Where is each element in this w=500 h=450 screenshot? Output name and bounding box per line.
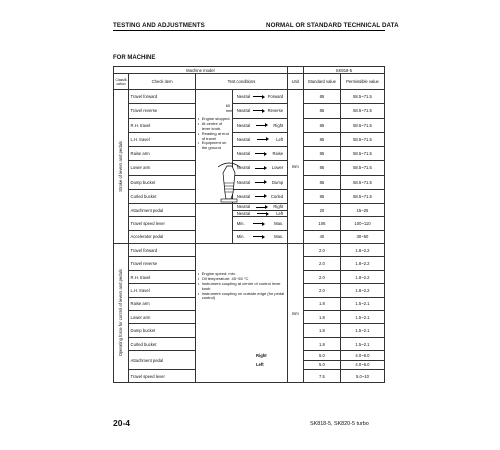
condition-item: • Oil temperature: 45~55 °C bbox=[198, 277, 286, 282]
operation-from: Neutral bbox=[236, 193, 251, 199]
standard-value: 40 bbox=[303, 230, 340, 243]
operation-range bbox=[235, 221, 285, 226]
operation bbox=[233, 189, 287, 203]
permissible-value: 58.5~71.5 bbox=[340, 147, 384, 161]
col-test-conditions: Test conditions bbox=[196, 74, 288, 90]
arrow-right-icon bbox=[255, 152, 267, 156]
operation-from: Min. bbox=[236, 234, 245, 240]
standard-value: 85 bbox=[303, 189, 340, 203]
operation-to: Max. bbox=[274, 234, 284, 240]
standard-value: 5.0 bbox=[303, 351, 340, 360]
standard-value: 1.8 bbox=[303, 297, 340, 310]
permissible-value: 58.5~71.5 bbox=[340, 104, 384, 118]
standard-value: 85 bbox=[303, 147, 340, 161]
arrow-right-icon bbox=[255, 166, 267, 170]
stroke-row bbox=[114, 161, 385, 175]
stroke-row bbox=[114, 118, 385, 132]
permissible-value: 4.0~6.0 bbox=[340, 360, 384, 369]
standard-value: 7.5 bbox=[303, 370, 340, 383]
operation-from: Neutral bbox=[236, 179, 251, 185]
force-row bbox=[114, 244, 385, 257]
operation-range bbox=[235, 123, 285, 128]
condition-item: • Equipment on the ground bbox=[198, 141, 231, 151]
standard-value: 1.8 bbox=[303, 337, 340, 350]
operation-to: Right bbox=[273, 204, 284, 210]
check-item: Lower arm bbox=[129, 311, 196, 324]
operation bbox=[233, 161, 287, 175]
permissible-value: 58.5~71.5 bbox=[340, 132, 384, 146]
spec-table bbox=[113, 66, 385, 383]
page-number: 20-4 bbox=[113, 418, 131, 428]
check-item: Attachment pedal bbox=[129, 204, 196, 217]
permissible-value: 1.5~2.1 bbox=[340, 324, 384, 337]
header-row-model bbox=[114, 67, 385, 74]
category-force bbox=[114, 244, 129, 383]
operation bbox=[233, 104, 287, 118]
arrow-right-icon bbox=[257, 137, 269, 141]
check-item: Lower arm bbox=[129, 161, 196, 175]
permissible-value: 1.8~2.2 bbox=[340, 270, 384, 283]
condition-item: • Engine stopped. bbox=[198, 117, 231, 122]
check-item: Accelerator pedal bbox=[129, 230, 196, 243]
operation-from: Min. bbox=[236, 221, 245, 226]
operation-to: Right bbox=[273, 122, 284, 128]
standard-value: 2.0 bbox=[303, 257, 340, 270]
permissible-value: 1.5~2.1 bbox=[340, 337, 384, 350]
header-row-columns bbox=[114, 74, 385, 90]
arrow-right-icon bbox=[255, 180, 267, 184]
check-item: Raise arm bbox=[129, 297, 196, 310]
condition-item: • Engine speed: min. bbox=[198, 272, 286, 277]
header-section-title: TESTING AND ADJUSTMENTS bbox=[113, 22, 205, 29]
check-item: L.H. travel bbox=[129, 132, 196, 146]
permissible-value: 4.0~6.0 bbox=[340, 351, 384, 360]
operation-from: Neutral bbox=[236, 108, 251, 114]
stroke-row bbox=[114, 189, 385, 203]
standard-value: 1.8 bbox=[303, 324, 340, 337]
standard-value: 85 bbox=[303, 104, 340, 118]
operation-from: Neutral bbox=[236, 94, 251, 100]
permissible-value: 1.8~2.2 bbox=[340, 257, 384, 270]
conditions-list bbox=[198, 117, 231, 151]
permissible-value: 1.8~2.2 bbox=[340, 244, 384, 257]
col-permissible-value: Permissible value bbox=[340, 74, 384, 90]
diagram-dimension-label: 60 mm bbox=[225, 103, 233, 114]
stroke-row bbox=[114, 104, 385, 118]
condition-item: • Reading at end of travel bbox=[198, 132, 231, 142]
col-classification: Classifi- cation bbox=[114, 74, 129, 90]
permissible-value: 30~50 bbox=[340, 230, 384, 243]
arrow-right-icon bbox=[257, 212, 269, 216]
check-item: Travel speed lever bbox=[129, 370, 196, 383]
permissible-value: 58.5~71.5 bbox=[340, 90, 384, 104]
standard-value: 20 bbox=[303, 204, 340, 217]
arrow-right-icon bbox=[256, 123, 268, 127]
check-item: L.H. travel bbox=[129, 284, 196, 297]
operation-to: Curled bbox=[270, 193, 284, 199]
pedal-side-label: Right bbox=[256, 352, 267, 358]
check-item: Travel reverse bbox=[129, 104, 196, 118]
permissible-value: 5.0~10 bbox=[340, 370, 384, 383]
col-check-item: Check item bbox=[129, 74, 196, 90]
operation bbox=[233, 118, 287, 132]
operation bbox=[233, 230, 287, 243]
check-item: Curled bucket bbox=[129, 337, 196, 350]
operation-to: Lower bbox=[271, 165, 284, 171]
operation-to: Max. bbox=[274, 221, 284, 226]
operation bbox=[233, 204, 287, 211]
check-item: Travel forward bbox=[129, 90, 196, 104]
check-item: Attachment pedal bbox=[129, 351, 196, 370]
operation-from: Neutral bbox=[236, 204, 251, 210]
operation-range bbox=[235, 94, 285, 99]
operation bbox=[233, 175, 287, 189]
stroke-row bbox=[114, 175, 385, 189]
category-force-label: Operating force for control of levers and pedals bbox=[117, 269, 123, 357]
operation-to: Raise bbox=[272, 151, 284, 157]
arrow-right-icon bbox=[256, 205, 268, 209]
blank-condition bbox=[196, 204, 233, 244]
standard-value: 2.0 bbox=[303, 244, 340, 257]
col-standard-value: Standard value bbox=[303, 74, 340, 90]
operation-range bbox=[235, 194, 285, 199]
unit-cell: mm bbox=[287, 90, 303, 244]
unit-cell: mm bbox=[287, 244, 303, 383]
operation-range bbox=[235, 211, 285, 216]
header-chapter-title: NORMAL OR STANDARD TECHNICAL DATA bbox=[266, 22, 399, 29]
footer-model: SK818-5, SK820-5 turbo bbox=[310, 421, 369, 427]
permissible-value: 58.5~71.5 bbox=[340, 161, 384, 175]
stroke-row bbox=[114, 147, 385, 161]
standard-value: 106 bbox=[303, 217, 340, 230]
check-item: Travel reverse bbox=[129, 257, 196, 270]
standard-value: 85 bbox=[303, 118, 340, 132]
arrow-right-icon bbox=[253, 109, 265, 113]
header-rule bbox=[113, 30, 385, 31]
arrow-right-icon bbox=[255, 194, 267, 198]
machine-model-label: Machine model bbox=[114, 67, 288, 74]
standard-value: 85 bbox=[303, 132, 340, 146]
operation-range bbox=[235, 151, 285, 156]
condition-item: • Instrument coupling on outside edge (for pedal control) bbox=[198, 292, 286, 302]
condition-item: • Instrument coupling at centre of control lever knob bbox=[198, 282, 286, 292]
check-item: Raise arm bbox=[129, 147, 196, 161]
operation-to: Reverse bbox=[267, 108, 284, 114]
operation bbox=[233, 132, 287, 146]
standard-value: 85 bbox=[303, 175, 340, 189]
standard-value: 2.0 bbox=[303, 270, 340, 283]
standard-value: 1.8 bbox=[303, 311, 340, 324]
check-item: Dump bucket bbox=[129, 175, 196, 189]
arrow-right-icon bbox=[253, 222, 265, 226]
check-item: R.H. travel bbox=[129, 270, 196, 283]
standard-value: 2.0 bbox=[303, 284, 340, 297]
stroke-pedal-row bbox=[114, 204, 385, 211]
permissible-value: 58.5~71.5 bbox=[340, 189, 384, 203]
operation bbox=[233, 210, 287, 217]
category-stroke-label: Stroke of levers and pedals bbox=[117, 140, 123, 192]
standard-value: 85 bbox=[303, 90, 340, 104]
lever-base bbox=[221, 199, 237, 202]
check-item: Dump bucket bbox=[129, 324, 196, 337]
arrow-right-icon bbox=[253, 95, 265, 99]
stroke-row bbox=[114, 217, 385, 230]
operation-from: Neutral bbox=[236, 211, 251, 217]
operation-to: Forward bbox=[267, 94, 284, 100]
conditions-list bbox=[198, 272, 286, 301]
operation-from: Neutral bbox=[236, 136, 251, 142]
operation-range bbox=[235, 180, 285, 185]
operation-range bbox=[235, 234, 285, 239]
operation-to: Left bbox=[276, 211, 284, 217]
operation-to: Left bbox=[276, 136, 284, 142]
arrow-right-icon bbox=[253, 235, 265, 239]
permissible-value: 1.5~2.1 bbox=[340, 311, 384, 324]
standard-value: 5.0 bbox=[303, 360, 340, 369]
standard-value: 85 bbox=[303, 161, 340, 175]
stroke-row bbox=[114, 230, 385, 243]
test-conditions-note bbox=[196, 244, 288, 383]
operation-from: Neutral bbox=[236, 165, 251, 171]
category-stroke bbox=[114, 90, 129, 244]
permissible-value: 15~25 bbox=[340, 204, 384, 217]
stroke-row bbox=[114, 90, 385, 104]
col-unit: Unit bbox=[287, 74, 303, 90]
operation bbox=[233, 147, 287, 161]
check-item: Travel speed lever bbox=[129, 217, 196, 230]
operation-from: Neutral bbox=[236, 151, 251, 157]
operation-range bbox=[235, 108, 285, 113]
pedal-side-label: Left bbox=[256, 362, 264, 368]
stroke-row bbox=[114, 132, 385, 146]
check-item: Travel forward bbox=[129, 244, 196, 257]
permissible-value: 58.5~71.5 bbox=[340, 118, 384, 132]
permissible-value: 1.5~2.1 bbox=[340, 297, 384, 310]
check-item: R.H. travel bbox=[129, 118, 196, 132]
operation-to: Dump bbox=[272, 179, 284, 185]
operation bbox=[233, 90, 287, 104]
operation-range bbox=[235, 137, 285, 142]
permissible-value: 58.5~71.5 bbox=[340, 175, 384, 189]
test-conditions-note bbox=[196, 90, 233, 204]
permissible-value: 100~110 bbox=[340, 217, 384, 230]
operation-range bbox=[235, 165, 285, 170]
condition-item: • At centre of lever knob. bbox=[198, 122, 231, 132]
operation bbox=[233, 217, 287, 230]
operation-from: Neutral bbox=[236, 122, 251, 128]
operation-range bbox=[235, 204, 285, 209]
section-title: FOR MACHINE bbox=[113, 55, 156, 61]
permissible-value: 1.8~2.2 bbox=[340, 284, 384, 297]
model-value: SK818-5 bbox=[303, 67, 384, 74]
check-item: Curled bucket bbox=[129, 189, 196, 203]
